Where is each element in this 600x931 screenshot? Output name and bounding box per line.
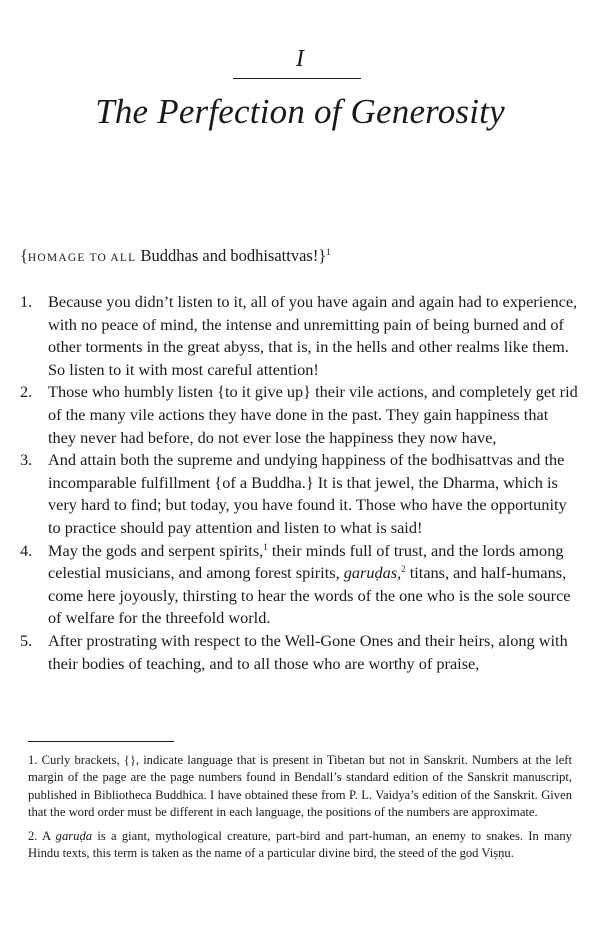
- footnote-rule: [28, 741, 174, 742]
- footnote-lead: A: [42, 828, 56, 843]
- footnote-text: is a giant, mythological creature, part-bird and part-human, an enemy to snakes. In many Hindu texts, this term is taken as the name of a particular divine bird, the steed of the god Viṣṇu.: [28, 828, 572, 861]
- homage-line: [20, 246, 580, 266]
- footnote-number: 2.: [28, 828, 38, 843]
- footnote-ref[interactable]: 2: [401, 564, 406, 575]
- footnote-number: 1.: [28, 753, 38, 767]
- verse-2: [20, 381, 580, 449]
- verse-text: Because you didn’t listen to it, all of you have again and again had to experience, with no peace of mind, the intense and unremitting pain of being burned and of other torments in the great abyss, that is, in the hells and other realms like them. So listen to it with most careful attention!: [48, 292, 578, 379]
- footnote-ref[interactable]: 1: [263, 541, 268, 552]
- footnote-1: [28, 752, 572, 822]
- verse-text: Those who humbly listen {to it give up} their vile actions, and completely get rid of the many vile actions they have done in the past. They gain happiness that they never had before, do not ever lose the happiness they now have,: [48, 382, 578, 447]
- verse-text-part3: titans, and half-humans, come here joyously, thirsting to hear the words of the one who is the sole source of welfare for the threefold world.: [48, 563, 571, 628]
- homage-rest: Buddhas and bodhisattvas!}: [136, 246, 327, 265]
- homage-smallcaps: HOMAGE TO ALL: [27, 252, 137, 264]
- verse-5: [20, 630, 580, 675]
- footnotes: [28, 752, 572, 868]
- verse-text: And attain both the supreme and undying happiness of the bodhisattvas and the incomparable fulfillment {of a Buddha.} It is that jewel, the Dharma, which is very hard to find; but today, you have found it. Those who have the opportunity to practice should pay attention and listen to what is said!: [48, 450, 567, 537]
- verse-list: [20, 291, 580, 675]
- footnote-text: Curly brackets, {}, indicate language that is present in Tibetan but not in Sanskrit. Numbers at the left margin of the page are the page numbers found in Bendall’s standard edition of the Sanskrit manuscript, published in Bibliotheca Buddhica. I have obtained these from P. L. Vaidya’s edition of the Sanskrit. Given that the word order must be different in each language, the positions of the numbers are approximate.: [28, 753, 572, 820]
- verse-text: After prostrating with respect to the Well-Gone Ones and their heirs, along with their bodies of teaching, and to all those who are worthy of praise,: [48, 630, 568, 673]
- verse-number: 2.: [20, 382, 33, 402]
- footnote-ref[interactable]: 1: [326, 247, 331, 257]
- verse-3: [20, 449, 580, 539]
- verse-number: 5.: [20, 630, 33, 650]
- chapter-number: I: [296, 46, 304, 72]
- footnote-2: [28, 828, 572, 863]
- chapter-rule: [233, 78, 361, 79]
- footnote-italic-term: garuḍa: [55, 828, 93, 843]
- verse-number: 3.: [20, 450, 33, 470]
- verse-4: [20, 540, 580, 630]
- chapter-title: The Perfection of Generosity: [95, 92, 505, 131]
- verse-italic-term: garuḍas,: [343, 563, 402, 583]
- verse-number: 4.: [20, 540, 33, 560]
- verse-text-part2: their minds full of trust, and the lords among celestial musicians, and among forest spirits,: [48, 540, 564, 583]
- verse-1: [20, 291, 580, 381]
- homage-open: {: [20, 246, 28, 265]
- verse-text-part1: May the gods and serpent spirits,: [48, 540, 264, 560]
- verse-number: 1.: [20, 292, 33, 311]
